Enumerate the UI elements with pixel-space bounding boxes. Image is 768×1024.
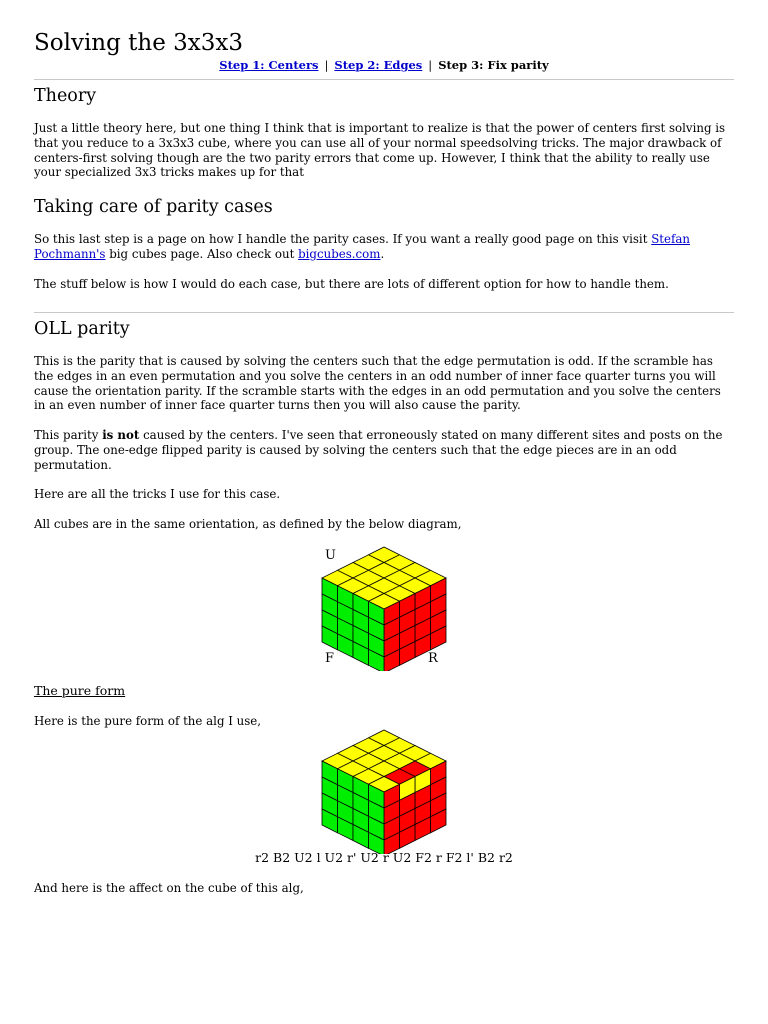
step-navigation xyxy=(0,58,768,72)
parity-cases-paragraph xyxy=(34,232,734,262)
oll-paragraph-3: Here are all the tricks I use for this case. xyxy=(34,487,281,501)
theory-heading: Theory xyxy=(34,86,97,106)
nav-step1-link[interactable]: Step 1: Centers xyxy=(219,58,319,72)
text-run: . xyxy=(380,246,385,261)
page-title: Solving the 3x3x3 xyxy=(34,30,243,56)
pure-form-heading: The pure form xyxy=(34,683,126,698)
oll-parity-heading: OLL parity xyxy=(34,319,130,339)
algorithm-text: r2 B2 U2 l U2 r' U2 r U2 F2 r F2 l' B2 r2 xyxy=(255,850,513,865)
label-f: F xyxy=(325,651,335,666)
parity-cases-heading: Taking care of parity cases xyxy=(34,197,273,217)
emphasis-is-not: is not xyxy=(102,428,140,442)
oll-paragraph-2 xyxy=(34,428,734,472)
bigcubes-link[interactable]: bigcubes.com xyxy=(298,246,381,261)
label-u: U xyxy=(325,548,336,563)
text-run: caused by the centers. I've seen that erroneously stated on many different sites and posts on the group. The one-edge flipped parity is caused by solving the centers such that the edge pieces are in an odd permutation. xyxy=(34,428,723,472)
stefan-pochmann-link[interactable]: Stefan Pochmann's xyxy=(34,232,691,261)
affect-text: And here is the affect on the cube of this alg, xyxy=(34,881,304,895)
pure-form-text: Here is the pure form of the alg I use, xyxy=(34,714,262,728)
divider xyxy=(34,79,734,80)
text-run: This parity xyxy=(34,428,103,442)
text-run: big cubes page. Also check out xyxy=(105,246,299,261)
theory-text: Just a little theory here, but one thing I think that is important to realize is that the power of centers first solving is that you reduce to a 3x3x3 cube, where you can use all of your normal speedsolving tricks. The major drawback of centers-first solving though are the two parity errors that come up. However, I think that the ability to really use your specialized 3x3 tricks makes up for that xyxy=(34,121,726,180)
nav-separator: | xyxy=(324,58,329,72)
text-run: So this last step is a page on how I handle the parity cases. If you want a really good page on this visit xyxy=(34,232,652,246)
nav-separator: | xyxy=(428,58,433,72)
cube-image xyxy=(318,726,450,854)
nav-step2-link[interactable]: Step 2: Edges xyxy=(334,58,423,72)
label-r: R xyxy=(428,651,438,666)
nav-step3-current: Step 3: Fix parity xyxy=(438,58,549,72)
parity-cases-note: The stuff below is how I would do each case, but there are lots of different option for how to handle them. xyxy=(34,277,669,291)
oll-paragraph-4: All cubes are in the same orientation, as defined by the below diagram, xyxy=(34,517,462,531)
divider xyxy=(34,312,734,313)
oll-paragraph-1: This is the parity that is caused by solving the centers such that the edge permutation is odd. If the scramble has the edges in an even permutation and you solve the centers in an odd number of inner face quarter turns you will cause the orientation parity. If the scramble starts with the edges in an odd permutation and you solve the centers in an even number of inner face quarter turns then you will also cause the parity. xyxy=(34,354,721,413)
pure-form-cube-diagram xyxy=(318,726,450,858)
